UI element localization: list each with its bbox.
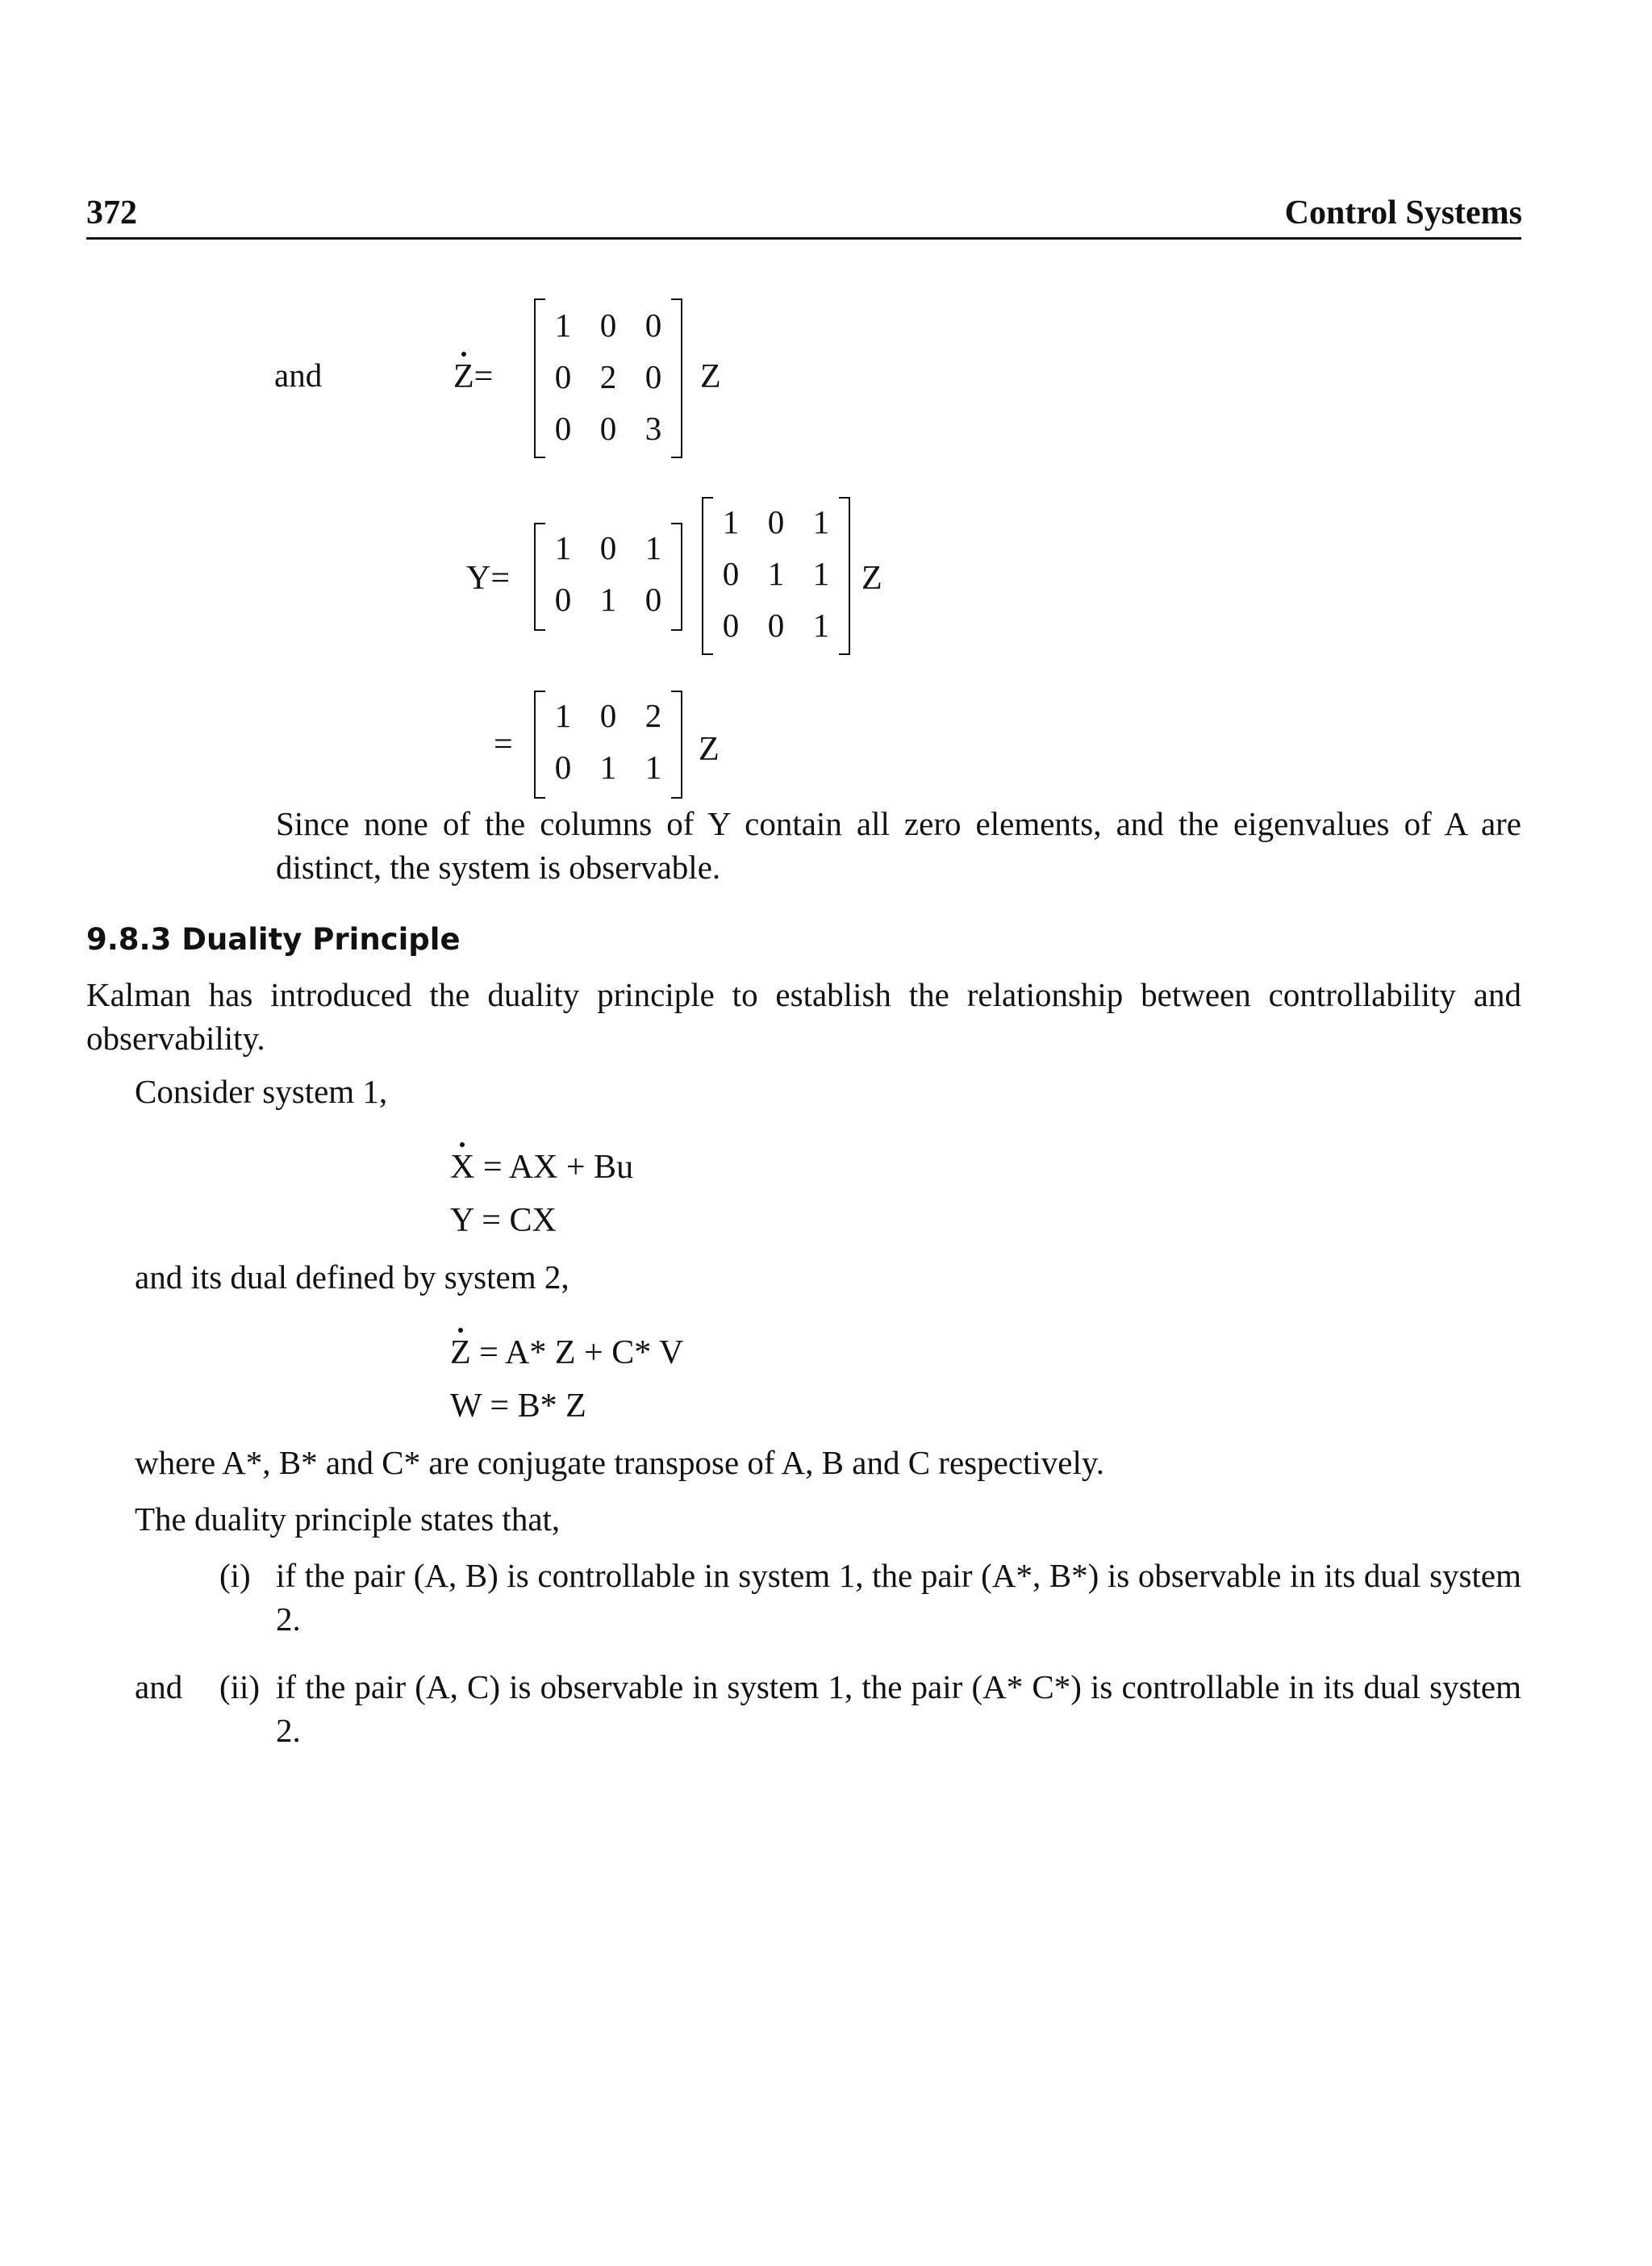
matrix-cell: 0 <box>767 607 785 644</box>
matrix-cell: 0 <box>599 307 617 344</box>
system1-xdot: X <box>450 1149 475 1186</box>
matrix-cell: 1 <box>722 503 740 540</box>
matrix-cell: 1 <box>645 749 662 786</box>
matrix-cell: 1 <box>554 697 572 734</box>
matrix-cell: 2 <box>645 697 662 734</box>
eq-z-rhs: Z <box>700 358 721 395</box>
eq-z-equals: = <box>473 358 494 395</box>
system2-line1-rhs: = A* Z + C* V <box>479 1334 684 1371</box>
matrix-cell: 0 <box>722 555 740 592</box>
matrix-cell: 0 <box>645 358 662 395</box>
matrix-cell: 1 <box>554 529 572 566</box>
observability-note: Since none of the columns of Y contain all zero elements, and the eigenvalues of A are distinct, the system is observable. <box>276 805 1521 886</box>
matrix-bracket-left <box>534 691 545 799</box>
matrix-y-result <box>534 691 682 799</box>
matrix-cell: 0 <box>767 503 785 540</box>
item2-text: if the pair (A, C) is observable in system 1, the pair (A* C*) is controllable in its dual system 2. <box>276 1668 1521 1749</box>
consider-line: Consider system 1, <box>135 1073 388 1110</box>
matrix-cell: 0 <box>554 358 572 395</box>
matrix-cell: 1 <box>645 529 662 566</box>
matrix-bracket-right <box>671 298 682 458</box>
running-title: Control Systems <box>1284 194 1522 232</box>
item1-marker: (i) <box>219 1557 251 1594</box>
matrix-y-b <box>702 497 850 655</box>
matrix-cell: 0 <box>554 581 572 618</box>
matrix-cell: 1 <box>599 581 617 618</box>
matrix-bracket-right <box>671 691 682 799</box>
matrix-cell: 0 <box>554 410 572 447</box>
matrix-cell: 2 <box>599 358 617 395</box>
states-line: The duality principle states that, <box>135 1500 561 1538</box>
eq-z-lead: and <box>274 357 323 394</box>
matrix-cell: 1 <box>554 307 572 344</box>
matrix-cell: 0 <box>599 410 617 447</box>
item2-lead: and <box>135 1668 183 1705</box>
matrix-cell: 1 <box>812 555 830 592</box>
matrix-cell: 0 <box>599 697 617 734</box>
where-line: where A*, B* and C* are conjugate transpose of A, B and C respectively. <box>135 1444 1104 1481</box>
eq-y-result-rhs: Z <box>699 731 720 768</box>
dual-intro: and its dual defined by system 2, <box>135 1258 569 1296</box>
matrix-cell: 0 <box>722 607 740 644</box>
matrix-bracket-left <box>702 497 713 655</box>
system2-zdot: Z <box>450 1334 471 1371</box>
matrix-bracket-right <box>839 497 850 655</box>
matrix-cell: 3 <box>645 410 662 447</box>
matrix-cell: 0 <box>645 307 662 344</box>
matrix-cell: 0 <box>599 529 617 566</box>
system2-line2: W = B* Z <box>450 1388 586 1425</box>
matrix-cell: 0 <box>645 581 662 618</box>
system1-line2: Y = CX <box>450 1202 557 1239</box>
item2-marker: (ii) <box>219 1668 261 1705</box>
matrix-bracket-left <box>534 523 545 631</box>
matrix-bracket-right <box>671 523 682 631</box>
header-rule <box>86 237 1521 240</box>
eq-y-rhs: Z <box>861 560 882 597</box>
matrix-cell: 0 <box>554 749 572 786</box>
matrix-z-diag <box>534 298 682 458</box>
page-number: 372 <box>86 194 137 232</box>
section-intro: Kalman has introduced the duality principle to establish the relationship between controllability and observability. <box>86 976 1521 1057</box>
matrix-cell: 1 <box>812 607 830 644</box>
eq-y-result-equals: = <box>494 726 513 763</box>
item1-text: if the pair (A, B) is controllable in system 1, the pair (A*, B*) is observable in its dual system 2. <box>276 1557 1521 1638</box>
eq-z-lhs: Z <box>453 358 474 395</box>
eq-y-equals: = <box>490 560 511 597</box>
system1-line1-rhs: = AX + Bu <box>482 1149 634 1186</box>
matrix-y-a <box>534 523 682 631</box>
matrix-cell: 1 <box>767 555 785 592</box>
eq-z-lhs-wrap <box>453 357 493 397</box>
system1-line1 <box>450 1147 633 1187</box>
matrix-cell: 1 <box>599 749 617 786</box>
matrix-bracket-left <box>534 298 545 458</box>
system2-line1 <box>450 1333 683 1373</box>
section-heading: 9.8.3 Duality Principle <box>86 922 461 957</box>
eq-y-lhs: Y <box>466 560 491 597</box>
matrix-cell: 1 <box>812 503 830 540</box>
